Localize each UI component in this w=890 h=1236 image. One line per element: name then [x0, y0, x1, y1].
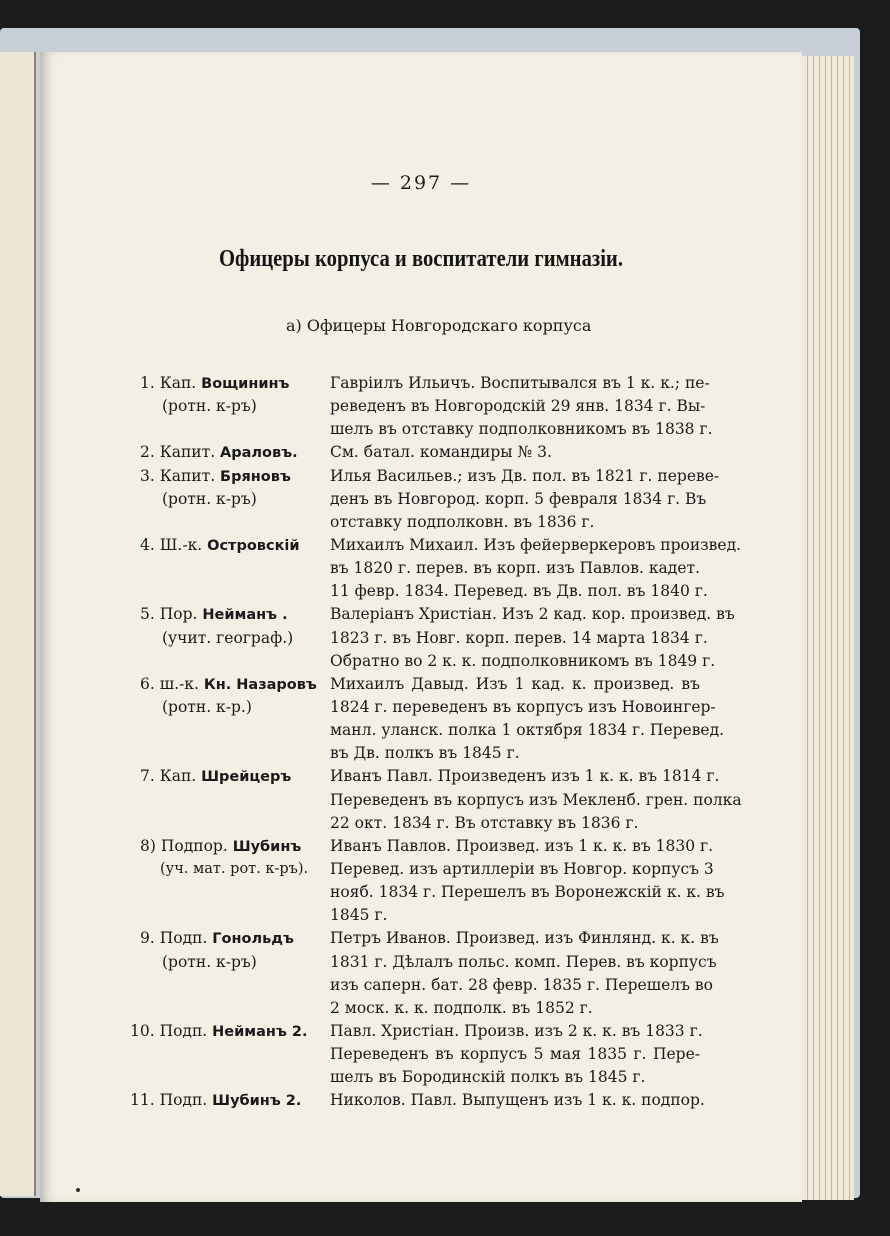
entry-rank: Подпор.: [160, 836, 233, 855]
paper-spot: [76, 1188, 80, 1192]
entry-line: [40, 881, 802, 904]
entry-line: [40, 488, 802, 511]
entry-line: [40, 557, 802, 580]
entry-line: [40, 835, 802, 858]
entry-text: Обратно во 2 к. к. подполковникомъ въ 1849 г.: [330, 651, 716, 670]
entry-name: Кн. Назаровъ: [203, 676, 317, 693]
entry-number: 11.: [130, 1091, 160, 1110]
entry-line: [40, 997, 802, 1020]
officer-entry: [40, 1089, 802, 1112]
entry-line: [40, 418, 802, 441]
entry-line: [40, 465, 802, 488]
entry-text: шелъ въ отставку подполковникомъ въ 1838 г.: [330, 420, 713, 439]
entry-line: [40, 1066, 802, 1089]
officer-entry: [40, 465, 802, 534]
officer-entry: [40, 534, 802, 603]
page-number: — 297 —: [370, 172, 472, 194]
entry-rank: Пор.: [159, 605, 203, 624]
entry-text: Иванъ Павл. Произведенъ изъ 1 к. к. въ 1814 г.: [330, 767, 720, 786]
entry-line: [40, 1089, 802, 1112]
entry-line: [40, 1020, 802, 1043]
entry-heading: [140, 534, 330, 558]
entry-rank: Ш.-к.: [159, 535, 208, 554]
entry-number: 1.: [140, 374, 160, 392]
entry-role: (ротн. к-ръ): [162, 397, 257, 416]
officer-entry: [40, 673, 802, 766]
entry-role: (ротн. к-ръ): [162, 489, 257, 508]
entry-heading: [140, 372, 330, 396]
entry-text: 2 моск. к. к. подполк. въ 1852 г.: [330, 998, 593, 1017]
entry-text: 1823 г. въ Новг. корп. перев. 14 марта 1834 г.: [330, 628, 708, 647]
entry-role: (уч. мат. рот. к-ръ).: [160, 860, 309, 877]
officer-entry: [40, 372, 802, 441]
entry-text: 11 февр. 1834. Перевед. въ Дв. пол. въ 1840 г.: [330, 582, 708, 601]
entry-text: Илья Васильев.; изъ Дв. пол. въ 1821 г. переве-: [330, 466, 720, 485]
entry-rank: Подп.: [159, 1091, 213, 1110]
entry-number: 8): [140, 836, 161, 855]
entry-text: въ 1820 г. перев. въ корп. изъ Павлов. кадет.: [330, 559, 700, 578]
entry-number: 2.: [140, 443, 160, 462]
entry-line: [40, 673, 802, 696]
entry-text: Николов. Павл. Выпущенъ изъ 1 к. к. подпор.: [330, 1091, 705, 1110]
entry-role: (ротн. к-р.): [162, 697, 252, 716]
entry-line: [40, 372, 802, 395]
entry-number: 4.: [140, 535, 160, 554]
entry-text: 22 окт. 1834 г. Въ отставку въ 1836 г.: [330, 813, 639, 832]
entry-text: Перевед. изъ артиллеріи въ Новгор. корпусъ 3: [330, 859, 714, 878]
entry-heading: [140, 673, 330, 697]
entry-number: 5.: [140, 605, 160, 624]
entry-name: Шубинъ 2.: [212, 1093, 302, 1110]
entry-name: Араловъ.: [220, 445, 298, 462]
entry-rank: Капит.: [159, 443, 221, 462]
entry-role: (ротн. к-ръ): [162, 952, 257, 971]
entry-text: Валеріанъ Христіан. Изъ 2 кад. кор. произвед. въ: [330, 605, 735, 624]
entry-text: отставку подполковн. въ 1836 г.: [330, 512, 595, 531]
entry-rank: ш.-к.: [159, 674, 204, 693]
entry-text: 1831 г. Дѣлалъ польс. комп. Перев. въ корпусъ: [330, 952, 717, 971]
entry-text: денъ въ Новгород. корп. 5 февраля 1834 г. Въ: [330, 489, 707, 508]
officer-entry: [40, 603, 802, 672]
entry-text: Гавріилъ Ильичъ. Воспитывался въ 1 к. к.; пе-: [330, 374, 710, 392]
entry-number: 3.: [140, 466, 160, 485]
entry-role: (учит. географ.): [162, 628, 294, 647]
entry-heading: [130, 1020, 320, 1044]
entry-name: Нейманъ .: [202, 607, 288, 624]
entry-line: [40, 789, 802, 812]
entry-name: Бряновъ: [220, 468, 291, 485]
officer-entry: [40, 1020, 802, 1089]
entry-text: 1845 г.: [330, 906, 388, 925]
section-title: а) Офицеры Новгородскаго корпуса: [286, 316, 592, 335]
book-page: [40, 52, 802, 1202]
entry-rank: Кап.: [159, 767, 202, 786]
entry-text: 1824 г. переведенъ въ корпусъ изъ Новоингер-: [330, 697, 716, 716]
entry-rank: Подп.: [159, 929, 213, 948]
entry-text: Михаилъ Давыд. Изъ 1 кад. к. произвед. въ: [330, 674, 700, 693]
entry-rank: Подп.: [159, 1021, 213, 1040]
entry-text: Иванъ Павлов. Произвед. изъ 1 к. к. въ 1830 г.: [330, 836, 714, 855]
entry-text: Павл. Христіан. Произв. изъ 2 к. к. въ 1833 г.: [330, 1021, 703, 1040]
entry-number: 6.: [140, 674, 160, 693]
entry-heading: [140, 603, 330, 627]
entry-number: 10.: [130, 1021, 160, 1040]
entry-line: [40, 974, 802, 997]
entry-line: [40, 927, 802, 950]
entry-line: [40, 650, 802, 673]
page-title: Офицеры корпуса и воспитатели гимназіи.: [219, 246, 623, 272]
entry-name: Вощининъ: [201, 376, 290, 392]
entry-heading: [140, 765, 330, 789]
entry-line: [40, 812, 802, 835]
entry-text: манл. уланск. полка 1 октября 1834 г. Перевед.: [330, 721, 725, 740]
entry-name: Шубинъ: [232, 838, 302, 855]
entry-text: шелъ въ Бородинскій полкъ въ 1845 г.: [330, 1068, 646, 1087]
entry-line: [40, 441, 802, 464]
entry-text: См. батал. командиры № 3.: [330, 443, 552, 462]
entries-list: [40, 372, 802, 1113]
left-page-edge: [0, 52, 36, 1196]
entry-number: 7.: [140, 767, 160, 786]
entry-line: [40, 1043, 802, 1066]
entry-line: [40, 858, 802, 881]
entry-text: реведенъ въ Новгородскій 29 янв. 1834 г. Вы-: [330, 397, 706, 416]
entry-line: [40, 603, 802, 626]
entry-heading: [130, 1089, 320, 1113]
entry-text: изъ саперн. бат. 28 февр. 1835 г. Перешелъ во: [330, 975, 713, 994]
entry-number: 9.: [140, 929, 160, 948]
entry-text: Петръ Иванов. Произвед. изъ Финлянд. к. к. въ: [330, 929, 719, 948]
entry-heading: [140, 927, 330, 951]
officer-entry: [40, 765, 802, 834]
entry-line: [40, 742, 802, 765]
entry-line: [40, 951, 802, 974]
entry-line: [40, 765, 802, 788]
entry-line: [40, 719, 802, 742]
entry-name: Шрейцеръ: [201, 769, 292, 786]
entry-rank: Кап.: [159, 374, 202, 392]
entry-text: нояб. 1834 г. Перешелъ въ Воронежскій к. к. въ: [330, 883, 725, 902]
officer-entry: [40, 835, 802, 928]
entry-name: Гонольдъ: [212, 931, 294, 948]
officer-entry: [40, 441, 802, 464]
entry-heading: [140, 835, 330, 859]
entry-line: [40, 580, 802, 603]
officer-entry: [40, 927, 802, 1020]
entry-text: Переведенъ въ корпусъ 5 мая 1835 г. Пере-: [330, 1045, 700, 1064]
entry-heading: [140, 465, 330, 489]
entry-text: Переведенъ въ корпусъ изъ Мекленб. грен. полка: [330, 790, 742, 809]
entry-line: [40, 904, 802, 927]
entry-line: [40, 395, 802, 418]
entry-rank: Капит.: [159, 466, 221, 485]
entry-heading: [140, 441, 330, 465]
entry-line: [40, 627, 802, 650]
entry-line: [40, 534, 802, 557]
entry-text: Михаилъ Михаил. Изъ фейерверкеровъ произвед.: [330, 535, 742, 554]
entry-text: въ Дв. полкъ въ 1845 г.: [330, 744, 520, 763]
entry-name: Нейманъ 2.: [212, 1023, 308, 1040]
entry-line: [40, 511, 802, 534]
entry-line: [40, 696, 802, 719]
entry-name: Островскій: [207, 537, 300, 554]
